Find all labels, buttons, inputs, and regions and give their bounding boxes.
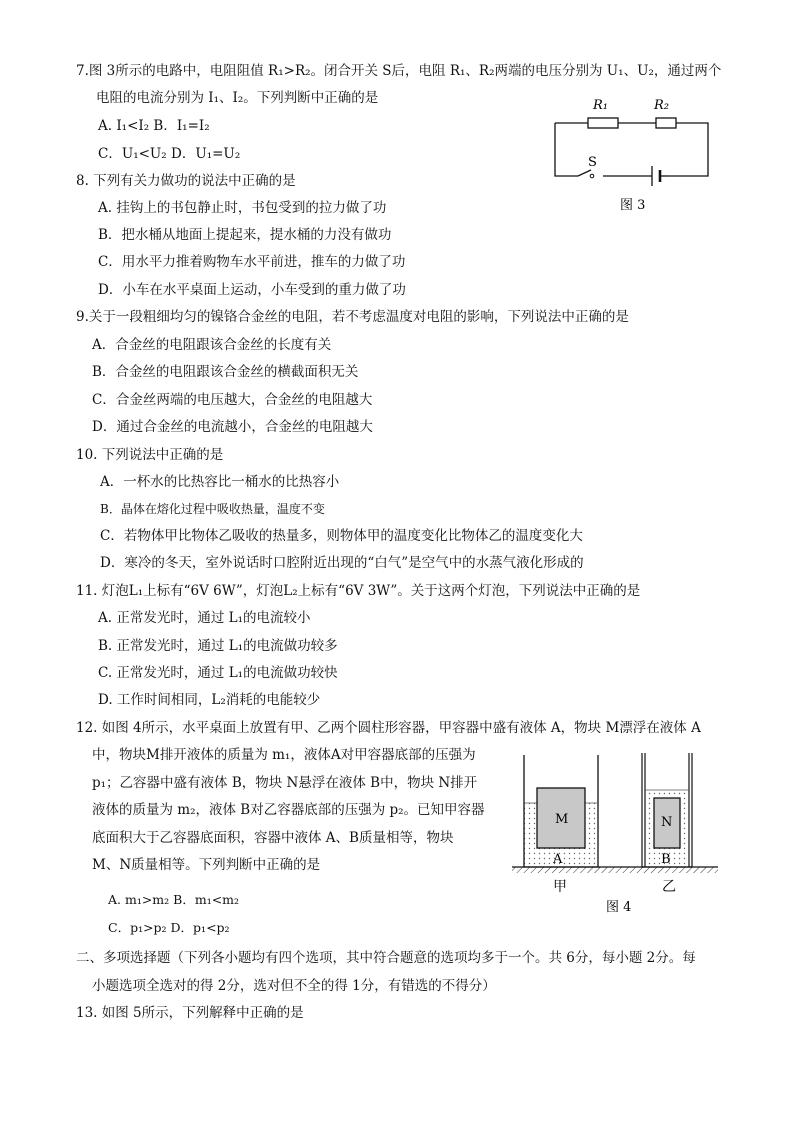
q8-option-a: A. 挂钩上的书包静止时，书包受到的拉力做了功 bbox=[98, 200, 387, 216]
q11-option-b: B. 正常发光时，通过 L₁的电流做功较多 bbox=[98, 638, 338, 654]
q10-stem: 10. 下列说法中正确的是 bbox=[76, 447, 224, 463]
q11-option-d: D. 工作时间相同，L₂消耗的电能较少 bbox=[98, 692, 321, 708]
q12-stem-line4: 液体的质量为 m₂，液体 B对乙容器底部的压强为 p₂。已知甲容器 bbox=[92, 802, 485, 818]
q8-option-b: B．把水桶从地面上提起来，提水桶的力没有做功 bbox=[98, 227, 392, 243]
label-r1: R₁ bbox=[593, 98, 608, 113]
figure-4-containers bbox=[508, 747, 724, 917]
q12-stem-line3: p₁；乙容器中盛有液体 B，物块 N悬浮在液体 B中，物块 N排开 bbox=[92, 775, 478, 791]
switch-contact bbox=[590, 174, 594, 178]
q10-option-a: A．一杯水的比热容比一桶水的比热容小 bbox=[100, 474, 340, 490]
circuit-wires bbox=[555, 123, 708, 176]
section2-heading-line2: 小题选项全选对的得 2分，选对但不全的得 1分，有错选的不得分） bbox=[92, 978, 496, 994]
figure-3-circuit bbox=[548, 94, 718, 219]
label-n: N bbox=[661, 815, 673, 830]
q7-stem-line1: 7.图 3所示的电路中，电阻阻值 R₁>R₂。闭合开关 S后，电阻 R₁、R₂两端的电压分别为 U₁、U₂，通过两个 bbox=[76, 63, 722, 79]
label-r2: R₂ bbox=[654, 98, 669, 113]
q9-option-d: D．通过合金丝的电流越小，合金丝的电阻越大 bbox=[92, 419, 373, 435]
label-jia: 甲 bbox=[553, 879, 567, 895]
q12-stem-line2: 中，物块M排开液体的质量为 m₁，液体A对甲容器底部的压强为 bbox=[92, 747, 476, 763]
q10-option-b: B．晶体在熔化过程中吸收热量，温度不变 bbox=[100, 502, 325, 516]
q11-stem: 11. 灯泡L₁上标有“6V 6W”，灯泡L₂上标有“6V 3W”。关于这两个灯泡，下列说法中正确的是 bbox=[76, 583, 641, 599]
q9-option-b: B．合金丝的电阻跟该合金丝的横截面积无关 bbox=[92, 364, 359, 380]
figure-4-caption: 图 4 bbox=[606, 900, 632, 915]
label-b: B bbox=[661, 852, 671, 867]
q9-option-a: A．合金丝的电阻跟该合金丝的长度有关 bbox=[92, 337, 332, 353]
q13-stem: 13. 如图 5所示，下列解释中正确的是 bbox=[76, 1005, 304, 1021]
q8-option-d: D．小车在水平桌面上运动，小车受到的重力做了功 bbox=[98, 282, 406, 298]
q9-option-c: C．合金丝两端的电压越大，合金丝的电阻越大 bbox=[92, 392, 373, 408]
resistor-r1 bbox=[588, 118, 618, 128]
label-switch: S bbox=[588, 155, 597, 170]
q8-option-c: C．用水平力推着购物车水平前进，推车的力做了功 bbox=[98, 254, 406, 270]
q12-stem-line5: 底面积大于乙容器底面积，容器中液体 A、B质量相等，物块 bbox=[92, 830, 454, 846]
q7-options-cd: C．U₁<U₂ D．U₁=U₂ bbox=[98, 146, 241, 162]
q10-option-c: C．若物体甲比物体乙吸收的热量多，则物体甲的温度变化比物体乙的温度变化大 bbox=[100, 528, 583, 544]
resistor-r2 bbox=[656, 118, 676, 128]
table-surface bbox=[512, 867, 718, 873]
q9-stem: 9.关于一段粗细均匀的镍铬合金丝的电阻，若不考虑温度对电阻的影响，下列说法中正确的是 bbox=[76, 309, 629, 325]
label-yi: 乙 bbox=[662, 879, 676, 895]
section2-heading-line1: 二、多项选择题（下列各小题均有四个选项，其中符合题意的选项均多于一个。共 6分，每小题 2分。每 bbox=[76, 950, 696, 966]
q7-stem-line2: 电阻的电流分别为 I₁、I₂。下列判断中正确的是 bbox=[96, 90, 379, 106]
label-m: M bbox=[555, 812, 569, 827]
q12-options-ab: A. m₁>m₂ B．m₁<m₂ bbox=[108, 892, 240, 907]
q11-option-c: C. 正常发光时，通过 L₁的电流做功较快 bbox=[98, 665, 338, 681]
q8-stem: 8. 下列有关力做功的说法中正确的是 bbox=[76, 173, 296, 189]
q11-option-a: A. 正常发光时，通过 L₁的电流较小 bbox=[98, 610, 311, 626]
q10-option-d: D．寒冷的冬天，室外说话时口腔附近出现的“白气”是空气中的水蒸气液化形成的 bbox=[100, 555, 584, 571]
label-a: A bbox=[553, 852, 563, 867]
figure-3-caption: 图 3 bbox=[620, 198, 646, 213]
q12-stem-line6: M、N质量相等。下列判断中正确的是 bbox=[92, 857, 321, 873]
q12-stem-line1: 12. 如图 4所示，水平桌面上放置有甲、乙两个圆柱形容器，甲容器中盛有液体 A，物块 M漂浮在液体 A bbox=[76, 720, 701, 736]
q7-options-ab: A. I₁<I₂ B．I₁=I₂ bbox=[98, 118, 210, 134]
q12-options-cd: C．p₁>p₂ D．p₁<p₂ bbox=[108, 920, 230, 935]
